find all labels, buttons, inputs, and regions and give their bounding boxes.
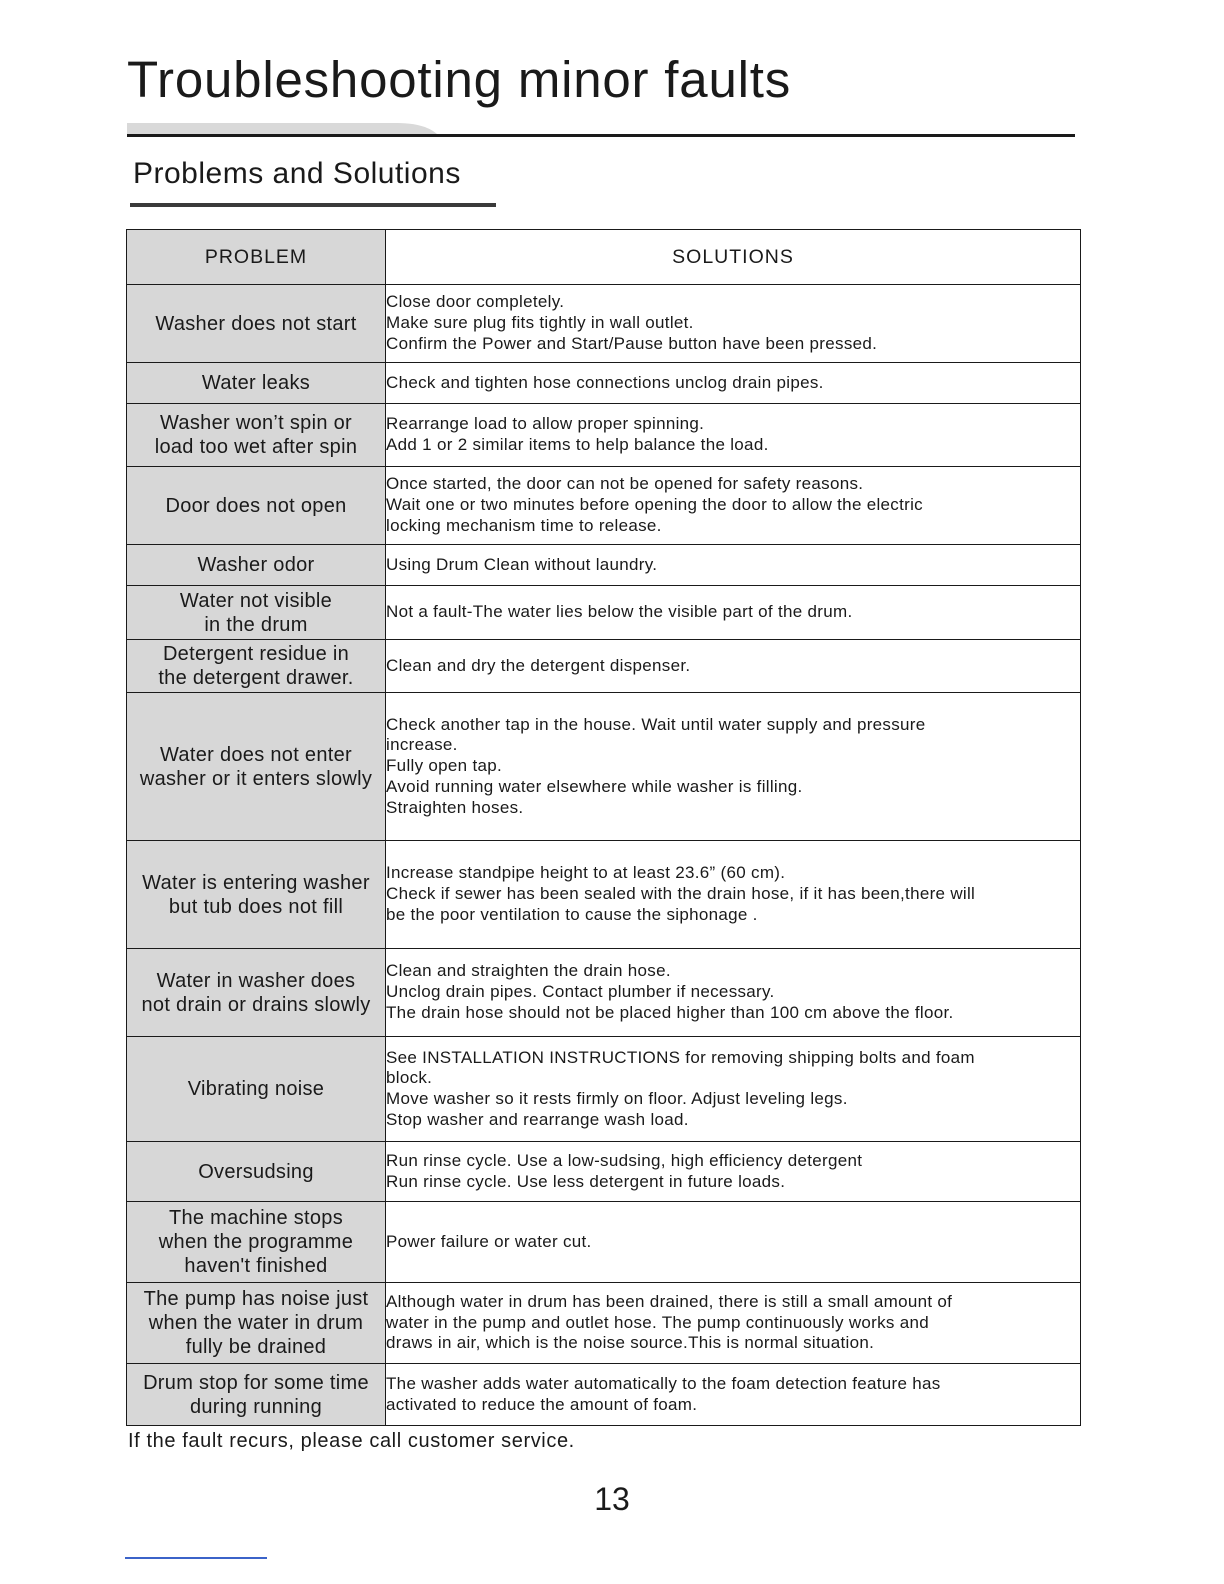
problem-cell	[127, 949, 386, 1037]
solution-cell	[386, 1202, 1081, 1283]
solution-text: Check another tap in the house. Wait until water supply and pressure	[386, 714, 926, 734]
solution-text: Stop washer and rearrange wash load.	[386, 1109, 689, 1129]
problem-text: Oversudsing	[198, 1160, 314, 1183]
solution-text: Using Drum Clean without laundry.	[386, 554, 658, 574]
solution-text: block.	[386, 1068, 433, 1088]
table-header-row	[127, 230, 1081, 285]
problem-text: in the drum	[204, 613, 308, 636]
problem-text: Water is entering washer	[142, 871, 370, 894]
table-row	[127, 467, 1081, 545]
section-divider	[130, 203, 496, 207]
table-row	[127, 404, 1081, 467]
problem-text: Water in washer does	[156, 969, 356, 992]
solution-text: water in the pump and outlet hose. The pump continuously works and	[386, 1312, 930, 1332]
solution-cell	[386, 841, 1081, 949]
solution-text: Check if sewer has been sealed with the drain hose, if it has been,there will	[386, 884, 976, 904]
solution-text: Although water in drum has been drained, there is still a small amount of	[386, 1291, 953, 1311]
problem-cell	[127, 640, 386, 693]
solution-text: activated to reduce the amount of foam.	[386, 1394, 698, 1414]
problem-text: when the programme	[158, 1231, 354, 1253]
table-row	[127, 1037, 1081, 1142]
table-row	[127, 1142, 1081, 1202]
troubleshooting-table	[126, 229, 1081, 1426]
solution-text: Power failure or water cut.	[386, 1231, 592, 1251]
section-title: Problems and Solutions	[133, 157, 461, 190]
footer-note: If the fault recurs, please call customer service.	[128, 1430, 575, 1452]
problem-text: Washer odor	[197, 554, 315, 576]
table-row	[127, 693, 1081, 841]
solution-text: Increase standpipe height to at least 23.6” (60 cm).	[386, 863, 786, 883]
problem-cell	[127, 693, 386, 841]
problem-cell	[127, 363, 386, 404]
table-row	[127, 640, 1081, 693]
problem-text: Detergent residue in	[162, 643, 350, 665]
table-row	[127, 1202, 1081, 1283]
problem-text: Water not visible	[179, 589, 333, 612]
problem-text: Water does not enter	[159, 743, 353, 766]
problem-text: Vibrating noise	[187, 1078, 325, 1100]
problem-text: during running	[189, 1395, 323, 1418]
solution-text: Clean and straighten the drain hose.	[386, 961, 671, 981]
solution-text: Close door completely.	[386, 292, 565, 312]
solution-text: Confirm the Power and Start/Pause button have been pressed.	[386, 333, 878, 353]
solution-text: Avoid running water elsewhere while washer is filling.	[386, 776, 803, 796]
solutions-column-header: SOLUTIONS	[386, 230, 1081, 285]
solution-cell	[386, 1037, 1081, 1142]
table-row	[127, 363, 1081, 404]
solution-text: be the poor ventilation to cause the siphonage .	[386, 904, 758, 924]
solution-cell	[386, 949, 1081, 1037]
solution-cell	[386, 363, 1081, 404]
problem-cell	[127, 841, 386, 949]
problem-cell	[127, 285, 386, 363]
problem-text: The machine stops	[168, 1207, 344, 1229]
solution-cell	[386, 640, 1081, 693]
solution-cell	[386, 545, 1081, 586]
problem-cell	[127, 1142, 386, 1202]
solution-cell	[386, 693, 1081, 841]
solution-text: Fully open tap.	[386, 756, 503, 776]
table-body	[127, 285, 1081, 1426]
problem-text: but tub does not fill	[168, 895, 344, 918]
problem-cell	[127, 1283, 386, 1364]
solution-cell	[386, 586, 1081, 640]
solution-text: Straighten hoses.	[386, 797, 524, 817]
table-row	[127, 1364, 1081, 1426]
solution-cell	[386, 285, 1081, 363]
problem-cell	[127, 404, 386, 467]
problem-cell	[127, 1364, 386, 1426]
problem-cell	[127, 586, 386, 640]
problem-text: Washer does not start	[155, 312, 357, 335]
problem-cell	[127, 1037, 386, 1142]
problem-cell	[127, 467, 386, 545]
problem-cell	[127, 1202, 386, 1283]
solution-text: Wait one or two minutes before opening the door to allow the electric	[386, 495, 923, 515]
problem-text: load too wet after spin	[154, 436, 358, 458]
solution-text: draws in air, which is the noise source.This is normal situation.	[386, 1333, 875, 1353]
solution-text: Run rinse cycle. Use less detergent in future loads.	[386, 1171, 786, 1191]
footer-link-underline	[125, 1557, 267, 1559]
solution-text: Clean and dry the detergent dispenser.	[386, 655, 691, 675]
solution-cell	[386, 404, 1081, 467]
solution-text: See INSTALLATION INSTRUCTIONS for removing shipping bolts and foam	[386, 1047, 975, 1067]
solution-text: Run rinse cycle. Use a low-sudsing, high efficiency detergent	[386, 1150, 863, 1170]
problem-text: Washer won’t spin or	[160, 412, 352, 434]
solution-text: Make sure plug fits tightly in wall outlet.	[386, 313, 694, 333]
solution-text: Add 1 or 2 similar items to help balance the load.	[386, 435, 769, 454]
problem-text: the detergent drawer.	[158, 667, 354, 689]
problem-text: The pump has noise just	[143, 1288, 369, 1310]
solution-text: Not a fault-The water lies below the visible part of the drum.	[386, 602, 853, 622]
table-row	[127, 949, 1081, 1037]
solution-text: Once started, the door can not be opened for safety reasons.	[386, 474, 864, 494]
problem-text: Door does not open	[165, 494, 347, 517]
problem-text: washer or it enters slowly	[139, 767, 373, 790]
solution-text: The washer adds water automatically to the foam detection feature has	[386, 1373, 941, 1393]
solution-text: Check and tighten hose connections unclog drain pipes.	[386, 372, 824, 392]
problem-text: haven't finished	[184, 1255, 328, 1277]
problem-text: Water leaks	[201, 372, 311, 394]
problem-column-header: PROBLEM	[127, 230, 386, 285]
solution-text: Unclog drain pipes. Contact plumber if necessary.	[386, 982, 775, 1002]
solution-text: The drain hose should not be placed higher than 100 cm above the floor.	[386, 1002, 954, 1022]
problem-cell	[127, 545, 386, 586]
solution-cell	[386, 1283, 1081, 1364]
solution-text: increase.	[386, 735, 458, 755]
problem-text: Drum stop for some time	[143, 1371, 369, 1394]
table-row	[127, 841, 1081, 949]
page-number: 13	[594, 1481, 630, 1517]
solution-cell	[386, 467, 1081, 545]
page-title: Troubleshooting minor faults	[127, 51, 792, 108]
table-row	[127, 586, 1081, 640]
solution-text: Rearrange load to allow proper spinning.	[386, 414, 705, 434]
solution-text: Move washer so it rests firmly on floor. Adjust leveling legs.	[386, 1089, 848, 1108]
table-row	[127, 285, 1081, 363]
problem-text: not drain or drains slowly	[141, 993, 371, 1016]
problem-text: fully be drained	[185, 1336, 327, 1358]
solution-cell	[386, 1364, 1081, 1426]
problem-text: when the water in drum	[148, 1312, 364, 1334]
solution-text: locking mechanism time to release.	[386, 515, 662, 535]
table-row	[127, 545, 1081, 586]
title-divider	[127, 120, 1075, 138]
solution-cell	[386, 1142, 1081, 1202]
table-row	[127, 1283, 1081, 1364]
